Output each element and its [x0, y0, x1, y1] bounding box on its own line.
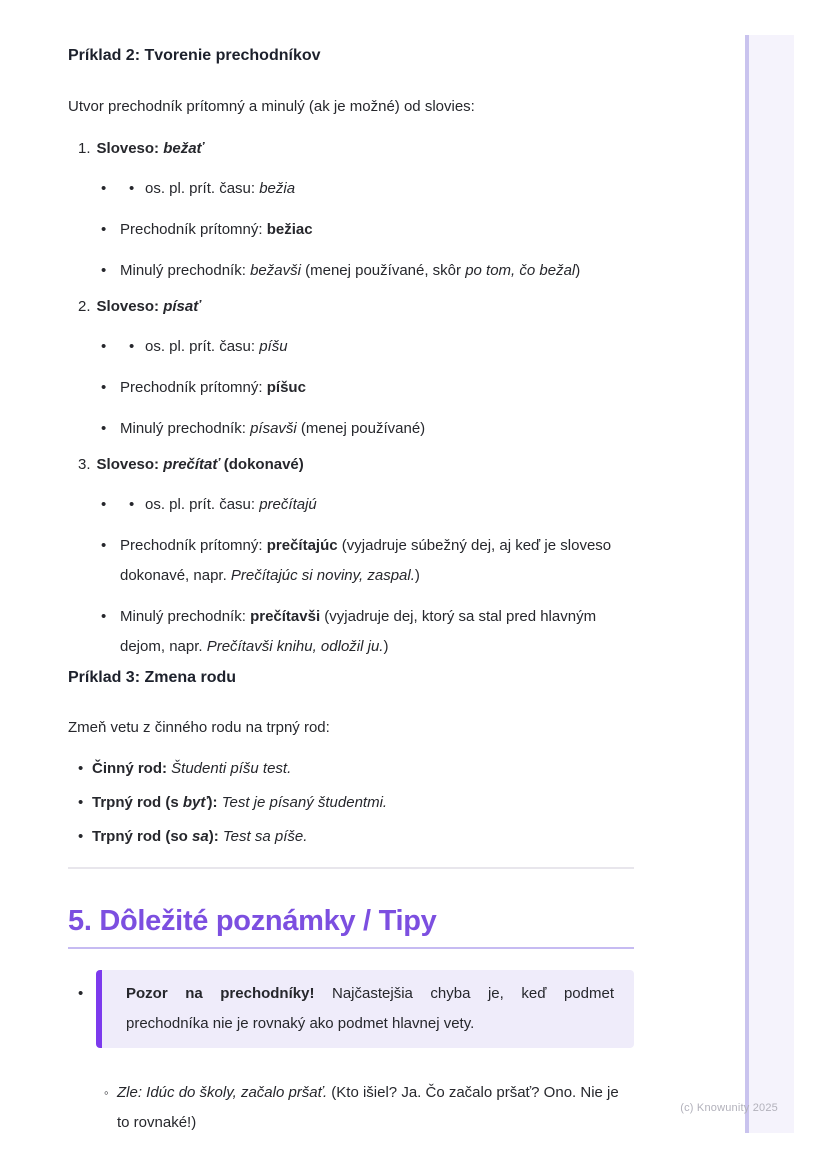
bullet-marker: •: [78, 794, 84, 811]
inner-bullet-marker: •: [129, 338, 135, 355]
text-segment: Prečítavši knihu, odložil ju.: [206, 638, 384, 655]
inner-bullet-marker: •: [129, 180, 135, 197]
zle-list-item: [68, 1078, 634, 1138]
bullet-marker: •: [101, 180, 107, 197]
bullet-marker: •: [101, 496, 107, 513]
text-segment: ):: [207, 794, 222, 811]
bullet-marker: •: [101, 608, 107, 625]
text-segment: ): [575, 262, 581, 279]
bullet-marker: •: [78, 760, 84, 777]
numbered-item-2: [68, 292, 634, 322]
sub-list-1: [68, 174, 634, 286]
priklad-3-heading: Príklad 3: Zmena rodu: [68, 669, 237, 686]
verb-word: prečítať: [163, 456, 220, 473]
text-segment: píšu: [259, 338, 288, 355]
verb-word: bežať: [163, 140, 204, 157]
item-number: 1.: [78, 140, 91, 157]
bullet-marker: •: [78, 828, 84, 845]
verb-label: Sloveso:: [96, 298, 164, 315]
text-segment: bežiac: [266, 221, 313, 238]
list-item-text: [92, 788, 634, 818]
section-divider: [68, 867, 634, 869]
list-item: [68, 602, 634, 662]
bullet-marker: •: [101, 537, 107, 554]
document-content: [68, 46, 634, 1138]
text-segment: (menej používané, skôr: [300, 262, 466, 279]
numbered-item-3: [68, 450, 634, 480]
verb-label: Sloveso:: [96, 140, 164, 157]
page-edge-strip: [745, 35, 794, 1133]
inner-bullet-marker: •: [129, 496, 135, 513]
text-segment: Študenti píšu test.: [171, 760, 292, 777]
list-item-text: [117, 1078, 634, 1138]
callout-line: prechodníka nie je rovnaký ako podmet hlavnej vety.: [126, 1015, 475, 1032]
list-item-text: [120, 256, 634, 286]
text-segment: prečítajú: [259, 496, 317, 513]
bullet-marker: •: [101, 420, 107, 437]
list-item: [68, 373, 634, 403]
bullet-marker: •: [101, 221, 107, 238]
verb-word: písať: [163, 298, 201, 315]
verb-note: (dokonavé): [219, 456, 304, 473]
list-item: [68, 215, 634, 245]
list-item: [68, 490, 634, 520]
verb-line: [97, 292, 201, 322]
text-segment: Test sa píše.: [222, 828, 308, 845]
text-segment: sa: [192, 828, 209, 845]
text-segment: os. pl. prít. času:: [145, 180, 260, 197]
bullet-marker: •: [101, 262, 107, 279]
item-number: 3.: [78, 456, 91, 473]
callout-emphasis: Pozor na prechodníky!: [126, 985, 315, 1002]
text-segment: (vyjadruje dej, ktorý sa stal pred hlavným dejom, napr.: [120, 608, 597, 655]
item-number: 2.: [78, 298, 91, 315]
sub-list-2: [68, 332, 634, 444]
priklad-2-intro: Utvor prechodník prítomný a minulý (ak je možné) od slovies:: [68, 98, 475, 115]
bullet-marker: •: [78, 985, 84, 1002]
list-item: [68, 332, 634, 362]
text-segment: bežia: [259, 180, 296, 197]
text-segment: Prechodník prítomný:: [120, 221, 267, 238]
priklad-3-intro: Zmeň vetu z činného rodu na trpný rod:: [68, 719, 330, 736]
text-segment: (menej používané): [296, 420, 426, 437]
priklad-2-heading: Príklad 2: Tvorenie prechodníkov: [68, 47, 321, 64]
list-item-text: [120, 215, 634, 245]
list-item-text: [145, 332, 634, 362]
list-item-text: [145, 174, 634, 204]
text-segment: Trpný rod (s: [92, 794, 183, 811]
text-segment: Prechodník prítomný:: [120, 379, 267, 396]
list-item-text: [120, 373, 634, 403]
verb-line: [97, 134, 204, 164]
text-segment: os. pl. prít. času:: [145, 338, 260, 355]
list-item-text: [92, 822, 634, 852]
rod-list: [68, 754, 634, 852]
list-item-text: [120, 414, 634, 444]
text-segment: Činný rod:: [92, 760, 172, 777]
text-segment: písavši: [250, 420, 297, 437]
text-segment: byť: [182, 794, 208, 811]
circle-bullet-marker: ◦: [104, 1085, 109, 1100]
text-segment: ): [383, 638, 389, 655]
list-item: [68, 754, 634, 784]
list-item: [68, 174, 634, 204]
text-segment: po tom, čo bežal: [465, 262, 576, 279]
text-segment: píšuc: [266, 379, 306, 396]
text-segment: Test je písaný študentmi.: [221, 794, 388, 811]
list-item: [68, 414, 634, 444]
sub-list-3: [68, 490, 634, 662]
text-segment: Trpný rod (so: [92, 828, 193, 845]
list-item-text: [145, 490, 634, 520]
bullet-marker: •: [101, 338, 107, 355]
list-item-text: [120, 531, 634, 591]
bullet-marker: •: [101, 379, 107, 396]
list-item: [68, 531, 634, 591]
verb-label: Sloveso:: [96, 456, 164, 473]
text-segment: prečítajúc: [266, 537, 338, 554]
text-segment: ):: [208, 828, 223, 845]
numbered-item-1: [68, 134, 634, 164]
text-segment: ): [414, 567, 420, 584]
text-segment: os. pl. prít. času:: [145, 496, 260, 513]
text-segment: Zle: Idúc do školy, začalo pršať.: [117, 1084, 328, 1101]
list-item-text: [92, 754, 634, 784]
text-segment: (vyjadruje súbežný dej, aj keď je sloveso dokonavé, napr.: [120, 537, 612, 584]
text-segment: Najčastejšia chyba je, keď podmet: [314, 985, 614, 1002]
text-segment: Prechodník prítomný:: [120, 537, 267, 554]
watermark: (c) Knowunity 2025: [680, 1102, 778, 1114]
callout: [96, 970, 634, 1048]
list-item: [68, 256, 634, 286]
callout-list-item: [68, 970, 634, 1048]
text-segment: Minulý prechodník:: [120, 608, 251, 625]
text-segment: Minulý prechodník:: [120, 420, 251, 437]
list-item: [68, 788, 634, 818]
text-segment: (Kto išiel? Ja. Čo začalo pršať? Ono. Nie je to rovnaké!): [117, 1084, 619, 1131]
verb-line: [97, 450, 304, 480]
text-segment: Prečítajúc si noviny, zaspal.: [230, 567, 415, 584]
text-segment: bežavši: [250, 262, 301, 279]
callout-line: [126, 979, 614, 1009]
text-segment: prečítavši: [250, 608, 321, 625]
list-item: [68, 822, 634, 852]
section-5-heading: 5. Dôležité poznámky / Tipy: [68, 903, 634, 949]
list-item-text: [120, 602, 634, 662]
text-segment: Minulý prechodník:: [120, 262, 251, 279]
